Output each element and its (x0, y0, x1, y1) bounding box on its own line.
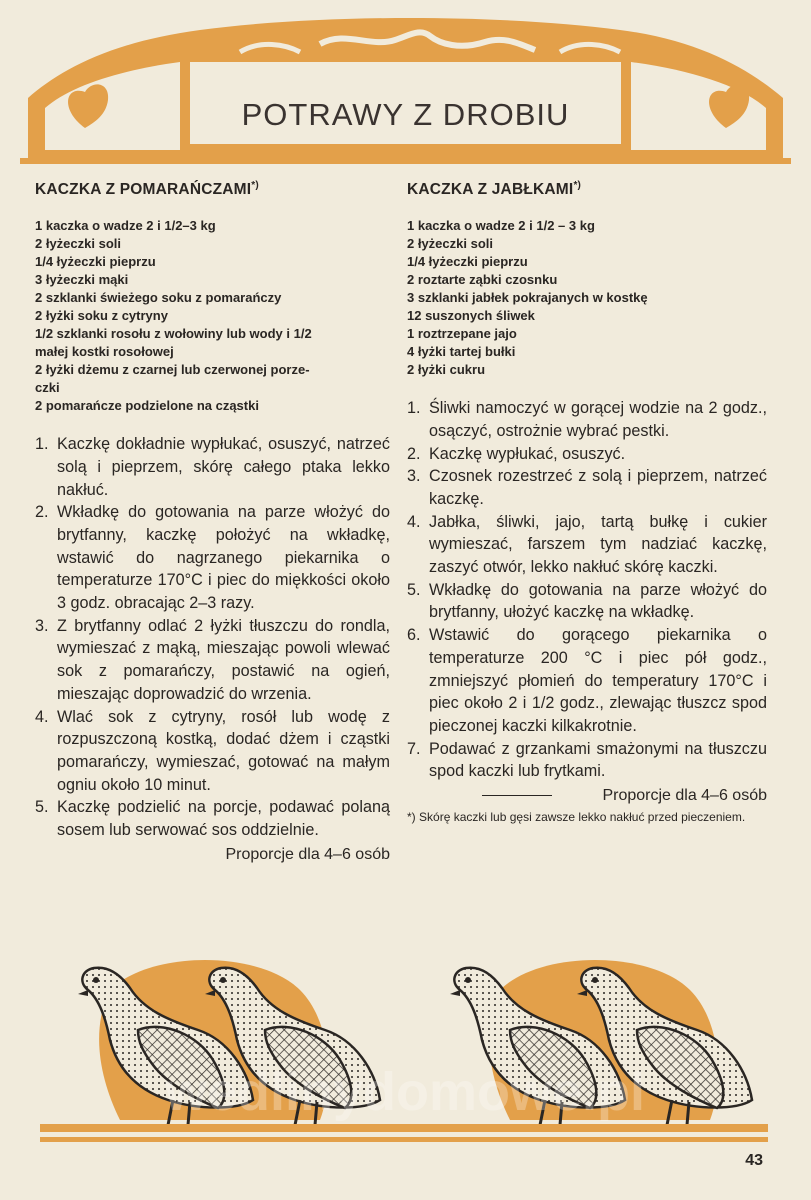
ingredient-item: 2 łyżeczki soli (35, 236, 121, 252)
footnote-mark: *) (573, 180, 582, 191)
step-item: 2. Wkładkę do gotowania na parze włożyć do brytfanny, kaczkę położyć na wkładkę, wstawić do nagrzanego piekarnika o temperaturze 170°C i piec do miękkości około 3 godz. obracając 2–3 razy. (35, 503, 390, 613)
recipe-title: KACZKA Z POMARAŃCZAMI*) (35, 180, 259, 199)
ingredient-item: 12 suszonych śliwek (407, 308, 535, 324)
bottom-stripes (0, 1120, 811, 1150)
step-item: 1. Kaczkę dokładnie wypłukać, osuszyć, natrzeć solą i pieprzem, skórę całego ptaka lekko nakłuć. (35, 435, 390, 499)
ingredient-item: 2 roztarte ząbki czosnku (407, 272, 558, 288)
ingredient-item: 2 łyżki cukru (407, 362, 486, 378)
footnote-mark: *) (251, 180, 259, 191)
ingredient-item: 1/2 szklanki rosołu z wołowiny lub wody i 1/2 (35, 326, 312, 342)
bird-illustration (0, 950, 811, 1125)
recipe-right (407, 180, 767, 826)
ingredient-item: 2 łyżki dżemu z czarnej lub czerwonej porze- (35, 362, 310, 378)
footnote-mark: *) (407, 810, 416, 825)
ingredient-item: 1 roztrzepane jajo (407, 326, 517, 342)
ingredient-item: 1 kaczka o wadze 2 i 1/2 – 3 kg (407, 218, 595, 234)
watermark: wedlinydomowe.pl (164, 1062, 646, 1122)
step-list (35, 433, 390, 842)
ingredient-item: 2 szklanki świeżego soku z pomarańczy (35, 290, 282, 306)
ingredient-item: 2 pomarańcze podzielone na cząstki (35, 398, 259, 414)
step-list (407, 397, 767, 783)
page-number: 43 (745, 1152, 763, 1169)
ingredient-item: 1/4 łyżeczki pieprzu (407, 254, 528, 270)
step-item: 3. Z brytfanny odlać 2 łyżki tłuszczu do rondla, wymieszać z mąką, mieszając powoli wlewać sok z pomarańczy, postawić na ogień, mieszając doprowadzić do wrzenia. (35, 616, 390, 703)
step-item: 4. Wlać sok z cytryny, rosół lub wodę z rozpuszczoną kostką, dodać dżem i cząstki pomarańczy, wymieszać, gotować na małym ogniu około 10 minut. (35, 707, 390, 794)
step-item: 5. Kaczkę podzielić na porcje, podawać polaną sosem lub serwować sos oddzielnie. (35, 798, 390, 840)
step-item: 5. Wkładkę do gotowania na parze włożyć do brytfanny, ułożyć kaczkę na wkładkę. (407, 580, 767, 622)
step-item: 6. Wstawić do gorącego piekarnika o temperaturze 200 °C i piec pół godz., zmniejszyć płomień do temperatury 170°C i piec około 2 i 1/2 godz., zlewając tłuszcz spod pieczonej kaczki kilkakrotnie. (407, 626, 767, 735)
footnote (407, 809, 767, 826)
ingredient-item: małej kostki rosołowej (35, 344, 174, 360)
ingredient-list (35, 217, 390, 415)
footnote-text: Skórę kaczki lub gęsi zawsze lekko nakłuć przed pieczeniem. (419, 810, 746, 825)
step-item: 4. Jabłka, śliwki, jajo, tartą bułkę i cukier wymieszać, farszem tym nadziać kaczkę, zaszyć otwór, lekko nakłuć skórę kaczki. (407, 512, 767, 577)
page-title: POTRAWY Z DROBIU (241, 96, 570, 132)
portions-text: Proporcje dla 4–6 osób (407, 787, 767, 805)
step-item: 3. Czosnek rozestrzeć z solą i pieprzem, natrzeć kaczkę. (407, 467, 767, 508)
recipe-left (35, 180, 390, 864)
step-item: 7. Podawać z grzankami smażonymi na tłuszczu spod kaczki lub frytkami. (407, 739, 767, 781)
ingredient-item: 4 łyżki tartej bułki (407, 344, 516, 360)
divider-line (482, 795, 552, 796)
step-item: 2. Kaczkę wypłukać, osuszyć. (407, 444, 626, 463)
ingredient-item: 1 kaczka o wadze 2 i 1/2–3 kg (35, 218, 216, 234)
ingredient-item: 3 łyżeczki mąki (35, 272, 129, 288)
recipe-title: KACZKA Z JABŁKAMI*) (407, 180, 582, 199)
ingredient-item: czki (35, 380, 60, 396)
portions-text: Proporcje dla 4–6 osób (225, 845, 390, 863)
ingredient-item: 2 łyżki soku z cytryny (35, 308, 168, 324)
ingredient-item: 2 łyżeczki soli (407, 236, 493, 252)
step-item: 1. Śliwki namoczyć w gorącej wodzie na 2 godz., osączyć, ostrożnie wybrać pestki. (407, 399, 767, 440)
ingredient-item: 3 szklanki jabłek pokrajanych w kostkę (407, 290, 648, 306)
header-ornament (0, 0, 811, 170)
ingredient-item: 1/4 łyżeczki pieprzu (35, 254, 156, 270)
ingredient-list (407, 217, 767, 379)
